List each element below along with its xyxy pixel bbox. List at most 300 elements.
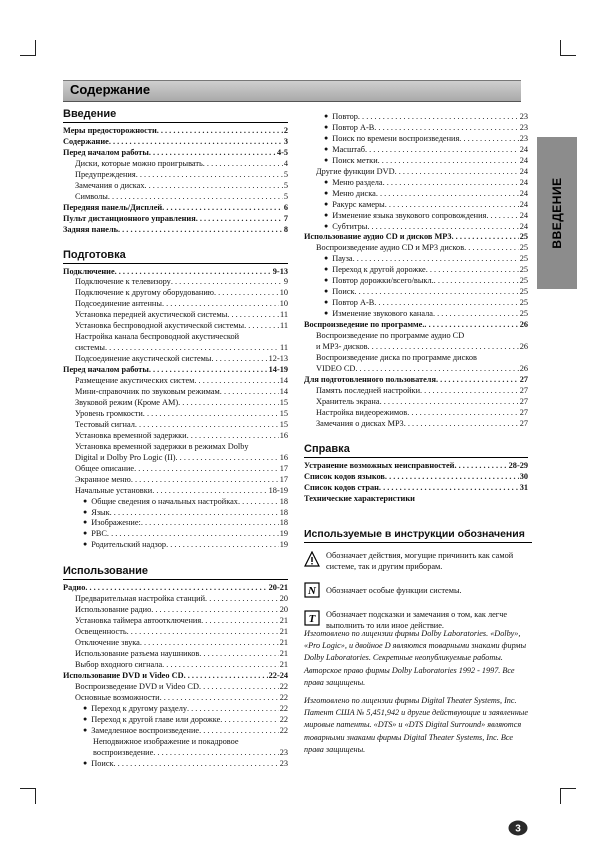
toc-leader-dots <box>176 453 279 464</box>
toc-page-number: 15 <box>279 397 288 407</box>
toc-page-number: 6 <box>283 202 288 212</box>
toc-entry <box>63 137 288 148</box>
toc-leader-dots <box>385 200 519 211</box>
toc-page-number: 25 <box>519 232 528 242</box>
toc-entry <box>304 342 528 353</box>
toc-entry-title: ● Масштаб <box>324 145 365 156</box>
toc-entry <box>304 167 528 178</box>
toc-page-number: 22-24 <box>268 670 288 680</box>
toc-entry-title: Перед началом работы <box>63 365 149 375</box>
toc-entry-title: Предварительная настройка станций <box>75 594 206 604</box>
toc-leader-dots <box>464 243 519 254</box>
toc-entry <box>63 420 288 431</box>
toc-entry-title: Замечания о дисках MP3 <box>316 418 404 428</box>
toc-page-number: 12-13 <box>268 354 288 364</box>
toc-entry: Установка временной задержки в режимах Dolby <box>75 441 249 451</box>
toc-page-number: 24 <box>519 166 528 176</box>
toc-entry-title: Воспроизведение DVD и Video CD <box>75 681 199 691</box>
toc-section-title: Подготовка <box>63 248 126 261</box>
toc-entry <box>63 508 288 519</box>
toc-page-number: 9 <box>283 277 288 287</box>
toc-entry-title: Отключение звука <box>75 638 140 648</box>
toc-page-number: 11 <box>280 310 288 320</box>
toc-leader-dots <box>145 181 283 192</box>
toc-leader-dots <box>214 288 279 299</box>
toc-leader-dots <box>162 660 279 671</box>
toc-entry-title: ● Поиск метки <box>324 156 378 167</box>
toc-entry <box>63 475 288 486</box>
legend-title: Используемые в инструкции обозначения <box>304 528 525 540</box>
toc-page-number: 18 <box>279 496 288 506</box>
toc-page-number: 26 <box>519 342 528 352</box>
toc-page-number: 4 <box>283 158 288 168</box>
toc-page-number: 23 <box>519 133 528 143</box>
toc-leader-dots <box>379 483 519 494</box>
toc-leader-dots <box>404 419 519 430</box>
toc-leader-dots <box>424 320 518 331</box>
toc-entry <box>63 715 288 726</box>
toc-page-number: 14 <box>279 387 288 397</box>
toc-entry-title: Мини-справочник по звуковым режимам <box>75 387 220 397</box>
page-number: 3 <box>515 823 521 835</box>
toc-right-column <box>304 112 528 504</box>
legend-item <box>304 551 532 572</box>
toc-entry <box>63 170 288 181</box>
crop-mark <box>35 788 36 804</box>
toc-page-number: 16 <box>279 430 288 440</box>
toc-entry <box>304 232 528 243</box>
toc-entry <box>304 222 528 233</box>
toc-entry-title: Использование разъема наушников <box>75 649 200 659</box>
toc-page-number: 25 <box>519 254 528 264</box>
toc-entry-title: Радио <box>63 583 86 593</box>
toc-entry-title: Размещение акустических систем <box>75 376 195 386</box>
toc-page-number: 31 <box>519 482 528 492</box>
toc-entry <box>304 364 528 375</box>
toc-leader-dots <box>162 299 279 310</box>
toc-entry <box>63 693 288 704</box>
toc-leader-dots <box>454 461 507 472</box>
toc-entry-title: ● Поиск <box>83 759 114 770</box>
toc-page-number: 18 <box>279 507 288 517</box>
toc-leader-dots <box>426 265 519 276</box>
toc-page-number: 24 <box>519 210 528 220</box>
toc-leader-dots <box>199 682 279 693</box>
toc-entry <box>304 483 528 494</box>
toc-entry <box>63 181 288 192</box>
toc-leader-dots <box>127 627 279 638</box>
toc-entry <box>63 288 288 299</box>
toc-leader-dots <box>358 112 519 123</box>
toc-entry-title: Хранитель экрана <box>316 396 380 406</box>
toc-entry <box>63 594 288 605</box>
toc-leader-dots <box>433 309 519 320</box>
toc-section-title: Использование <box>63 565 149 578</box>
toc-page-number: 23 <box>519 122 528 132</box>
toc-leader-dots <box>378 156 519 167</box>
toc-entry-title: ● Меню диска <box>324 189 376 200</box>
toc-section-title: Введение <box>63 108 117 120</box>
toc-leader-dots <box>153 748 278 759</box>
toc-page-number: 17 <box>279 474 288 484</box>
toc-entry-title: Предупреждения <box>75 169 136 179</box>
legend-text: Обозначает особые функции системы. <box>326 586 462 595</box>
legend-text: Обозначает действия, могущие причинить как самой системе, так и другим приборам. <box>326 551 514 571</box>
toc-entry <box>304 200 528 211</box>
toc-leader-dots <box>365 145 519 156</box>
toc-leader-dots <box>152 486 267 497</box>
toc-entry-title: Начальные установки <box>75 485 153 495</box>
toc-leader-dots <box>171 277 283 288</box>
toc-left-column <box>63 108 288 770</box>
toc-leader-dots <box>436 375 519 386</box>
toc-leader-dots <box>199 726 279 737</box>
toc-entry <box>63 682 288 693</box>
toc-section <box>304 443 528 505</box>
toc-entry-title: Подключение к другому оборудованию <box>75 288 214 298</box>
toc-leader-dots <box>201 616 279 627</box>
toc-entry <box>304 419 528 430</box>
toc-leader-dots <box>105 343 279 354</box>
toc-page-number: 5 <box>283 169 288 179</box>
toc-leader-dots <box>203 159 283 170</box>
toc-page-number: 2 <box>283 126 288 135</box>
toc-section <box>63 108 288 236</box>
toc-entry-title: Задняя панель <box>63 224 118 234</box>
toc-leader-dots <box>420 386 519 397</box>
toc-entry-title: Установка таймера автоотключения <box>75 616 202 626</box>
toc-entry-title: Список кодов стран <box>304 482 379 492</box>
toc-entry <box>63 726 288 737</box>
toc-leader-dots <box>212 354 268 365</box>
toc-entry-title: Установка временной задержки <box>75 430 187 440</box>
toc-page-number: 15 <box>279 419 288 429</box>
toc-entry <box>304 276 528 287</box>
toc-entry-title: Список кодов языков <box>304 471 385 481</box>
toc-entry-title: Содержание <box>63 136 109 146</box>
toc-leader-dots <box>134 464 279 475</box>
toc-entry-title: Устранение возможных неисправностей <box>304 460 455 470</box>
toc-entry <box>63 671 288 682</box>
section-side-tab <box>537 137 577 289</box>
toc-entry-title: Общее описание <box>75 463 135 473</box>
toc-entry <box>63 409 288 420</box>
toc-page-number: 26 <box>519 363 528 373</box>
toc-page-number: 25 <box>519 298 528 308</box>
toc-entry <box>63 343 288 354</box>
toc-entry-title: Меры предосторожности <box>63 126 157 135</box>
toc-leader-dots <box>140 638 279 649</box>
toc-leader-dots <box>376 189 519 200</box>
toc-page-number: 15 <box>279 408 288 418</box>
toc-entry <box>304 386 528 397</box>
note-icon <box>304 582 320 598</box>
toc-page-number: 22 <box>279 725 288 735</box>
toc-leader-dots <box>459 134 518 145</box>
toc-entry-title: Подключение к телевизору <box>75 277 171 287</box>
toc-leader-dots <box>374 298 518 309</box>
toc-leader-dots <box>115 267 272 278</box>
toc-entry: Неподвижное изображение и покадровое <box>93 736 239 746</box>
toc-entry <box>63 748 288 759</box>
toc-entry <box>63 464 288 475</box>
toc-entry-title: ● Родительский надзор <box>83 540 166 551</box>
toc-page-number: 25 <box>519 287 528 297</box>
toc-entry <box>304 123 528 134</box>
toc-entry <box>304 309 528 320</box>
toc-page-number: 22 <box>279 703 288 713</box>
toc-page-number: 18-19 <box>268 485 288 495</box>
toc-entry <box>304 145 528 156</box>
legal-notice-dolby: Изготовлено по лицензии фирмы Dolby Laboratories. «Dolby», «Pro Logic», и двойное D являются товарными знаками фирмы Dolby Laboratories. Секретные неопубликуемые работы. Авторское право фирмы Dolby Laboratories 1992 - 1997. Все права защищены. <box>304 629 527 687</box>
toc-entry-title: Выбор входного сигнала <box>75 659 163 669</box>
toc-entry <box>63 159 288 170</box>
toc-entry <box>304 265 528 276</box>
toc-leader-dots <box>160 693 279 704</box>
toc-page-number: 22 <box>279 692 288 702</box>
toc-section <box>304 112 528 430</box>
toc-leader-dots <box>395 167 519 178</box>
toc-page-number: 24 <box>519 199 528 209</box>
toc-page-number: 27 <box>519 418 528 428</box>
toc-leader-dots <box>220 387 279 398</box>
toc-leader-dots <box>385 472 519 483</box>
toc-entry-title: ● Изображение: <box>83 518 141 529</box>
toc-leader-dots <box>151 605 278 616</box>
toc-leader-dots <box>196 214 283 225</box>
toc-page-number: 21 <box>279 659 288 669</box>
toc-page-number: 16 <box>279 452 288 462</box>
toc-page-number: 14 <box>279 376 288 386</box>
toc-leader-dots <box>178 398 279 409</box>
toc-entry <box>63 583 288 594</box>
toc-entry <box>63 649 288 660</box>
toc-entry <box>304 397 528 408</box>
toc-entry-title: системы <box>75 343 105 353</box>
toc-entry-title: ● PBC <box>83 529 107 540</box>
toc-entry-title: Экранное меню <box>75 474 131 484</box>
toc-entry <box>63 354 288 365</box>
toc-page-number: 18 <box>279 518 288 528</box>
toc-page-number: 20 <box>279 605 288 615</box>
toc-entry <box>304 156 528 167</box>
toc-entry <box>304 211 528 222</box>
toc-entry-title: ● Повтор A-B <box>324 123 374 134</box>
toc-entry <box>63 638 288 649</box>
toc-entry-title: ● Субтитры <box>324 222 367 233</box>
crop-mark <box>20 55 36 56</box>
toc-entry-title: Воспроизведение по программе. <box>304 320 425 330</box>
section-rule <box>63 122 288 123</box>
toc-entry <box>304 375 528 386</box>
toc-entry-title: Для подготовленного пользователя <box>304 374 436 384</box>
toc-section-title: Справка <box>304 442 350 455</box>
toc-entry: Технические характеристики <box>304 493 415 503</box>
toc-entry-title: ● Пауза <box>324 254 353 265</box>
toc-page-number: 10 <box>279 288 288 298</box>
toc-page-number: 22 <box>279 681 288 691</box>
toc-entry-title: ● Ракурс камеры <box>324 200 385 211</box>
toc-page-number: 19 <box>279 540 288 550</box>
toc-leader-dots <box>109 137 283 148</box>
toc-entry <box>63 486 288 497</box>
toc-entry <box>63 605 288 616</box>
toc-page-number: 7 <box>283 213 288 223</box>
toc-leader-dots <box>199 649 278 660</box>
toc-page-number: 19 <box>279 529 288 539</box>
toc-entry-title: Тестовый сигнал <box>75 419 135 429</box>
toc-entry <box>63 277 288 288</box>
toc-entry <box>63 431 288 442</box>
toc-entry <box>63 398 288 409</box>
toc-leader-dots <box>452 232 519 243</box>
toc-page-number: 23 <box>519 112 528 121</box>
page-header <box>63 80 521 102</box>
toc-entry <box>63 376 288 387</box>
toc-page-number: 24 <box>519 144 528 154</box>
toc-entry-title: Установка беспроводной акустической системы <box>75 321 245 331</box>
toc-leader-dots <box>244 321 279 332</box>
toc-entry <box>304 178 528 189</box>
toc-entry <box>63 203 288 214</box>
toc-entry-title: Диски, которые можно проигрывать <box>75 158 203 168</box>
toc-entry-title: ● Повтор дорожки/всего/выкл. <box>324 276 434 287</box>
toc-page-number: 24 <box>519 188 528 198</box>
toc-entry-title: Подключение <box>63 266 115 276</box>
toc-entry: Воспроизведение диска по программе дисков <box>316 352 477 362</box>
toc-entry <box>63 497 288 508</box>
toc-entry <box>63 321 288 332</box>
crop-mark <box>560 788 561 804</box>
toc-section <box>63 249 288 552</box>
toc-page-number: 23 <box>279 747 288 757</box>
toc-entry <box>63 126 288 137</box>
toc-page-number: 8 <box>283 224 288 234</box>
toc-leader-dots <box>238 497 279 508</box>
toc-page-number: 4-5 <box>276 147 288 157</box>
toc-page-number: 21 <box>279 627 288 637</box>
svg-text:N: N <box>308 585 316 597</box>
toc-entry <box>63 704 288 715</box>
toc-page-number: 27 <box>519 374 528 384</box>
toc-entry <box>63 627 288 638</box>
toc-entry-title: VIDEO CD <box>316 363 356 373</box>
toc-page-number: 28-29 <box>508 460 528 470</box>
toc-entry-title: Освещенность <box>75 627 127 637</box>
toc-page-number: 25 <box>519 265 528 275</box>
legal-notice-dts: Изготовлено по лицензии фирмы Digital Theater Systems, Inc. Патент США № 5,451,942 и другие действующие и заявленные мировые патенты. «DTS» и «DTS Digital Surround» являются товарными знаками фирмы Digital Theater Systems, Inc. Все права защищены. <box>304 696 528 754</box>
toc-leader-dots <box>131 475 279 486</box>
toc-leader-dots <box>135 420 279 431</box>
toc-page-number: 21 <box>279 616 288 626</box>
toc-entry-title: ● Меню раздела <box>324 178 383 189</box>
section-rule <box>63 263 288 264</box>
toc-page-number: 23 <box>279 758 288 768</box>
toc-leader-dots <box>368 342 519 353</box>
toc-entry-title: ● Переход к другой главе или дорожке <box>83 715 220 726</box>
toc-entry-title: ● Переход к другой дорожке <box>324 265 426 276</box>
toc-entry-title: ● Поиск по времени воспроизведения <box>324 134 459 145</box>
toc-page-number: 25 <box>519 243 528 253</box>
toc-page-number: 22 <box>279 714 288 724</box>
toc-entry <box>304 320 528 331</box>
toc-leader-dots <box>367 222 518 233</box>
toc-leader-dots <box>162 203 283 214</box>
tip-icon <box>304 610 320 626</box>
toc-leader-dots <box>383 178 519 189</box>
toc-entry-title: Символы <box>75 191 108 201</box>
toc-entry-title: ● Общие сведения о начальных настройках <box>83 497 238 508</box>
toc-page-number: 11 <box>280 343 288 353</box>
toc-page-number: 3 <box>283 136 288 146</box>
section-rule <box>63 579 288 580</box>
toc-leader-dots <box>143 409 279 420</box>
toc-entry <box>63 660 288 671</box>
toc-leader-dots <box>227 310 279 321</box>
toc-page-number: 30 <box>519 471 528 481</box>
toc-entry <box>63 365 288 376</box>
toc-entry <box>304 243 528 254</box>
toc-page-number: 20 <box>279 594 288 604</box>
toc-leader-dots <box>118 225 283 236</box>
toc-entry-title: воспроизведение <box>93 747 154 757</box>
toc-entry <box>304 189 528 200</box>
section-rule <box>304 457 528 458</box>
toc-page-number: 11 <box>280 321 288 331</box>
legend-rule <box>304 542 532 543</box>
toc-leader-dots <box>136 170 283 181</box>
toc-leader-dots <box>187 431 279 442</box>
toc-entry <box>63 310 288 321</box>
toc-entry-title: Установка передней акустической системы <box>75 310 228 320</box>
toc-page-number: 26 <box>519 320 528 330</box>
toc-page-number: 25 <box>519 309 528 319</box>
toc-entry-title: Подсоединение антенны <box>75 299 162 309</box>
toc-entry <box>63 529 288 540</box>
toc-page-number: 27 <box>519 407 528 417</box>
toc-leader-dots <box>380 397 519 408</box>
toc-entry-title: Передняя панель/Дисплей <box>63 202 163 212</box>
toc-entry-title: Использование аудио CD и дисков MP3 <box>304 232 452 242</box>
toc-entry-title: Пульт дистанционного управления <box>63 213 196 223</box>
toc-page-number: 24 <box>519 221 528 231</box>
toc-page-number: 5 <box>283 180 288 190</box>
toc-entry-title: Воспроизведение аудио CD и MP3 дисков <box>316 243 465 253</box>
page-title: Содержание <box>70 82 151 97</box>
toc-entry-title: Память последней настройки <box>316 385 421 395</box>
toc-leader-dots <box>194 376 278 387</box>
page-number-badge <box>508 820 528 836</box>
toc-page-number: 24 <box>519 177 528 187</box>
toc-entry <box>304 298 528 309</box>
toc-entry-title: ● Изменение языка звукового сопровождения <box>324 211 486 222</box>
toc-entry <box>63 225 288 236</box>
toc-entry-title: Замечания о дисках <box>75 180 145 190</box>
legend-item <box>304 582 532 598</box>
toc-leader-dots <box>355 287 519 298</box>
side-tab-label: ВВЕДЕНИЕ <box>550 177 564 249</box>
toc-entry-title: Перед началом работы <box>63 147 149 157</box>
toc-entry <box>304 254 528 265</box>
toc-leader-dots <box>149 148 276 159</box>
toc-page-number: 10 <box>279 299 288 309</box>
toc-leader-dots <box>110 508 279 519</box>
toc-entry-title: Подсоединение акустической системы <box>75 354 212 364</box>
toc-entry-title: Использование радио <box>75 605 152 615</box>
toc-page-number: 20-21 <box>268 583 288 593</box>
toc-page-number: 27 <box>519 396 528 406</box>
toc-entry <box>63 267 288 278</box>
